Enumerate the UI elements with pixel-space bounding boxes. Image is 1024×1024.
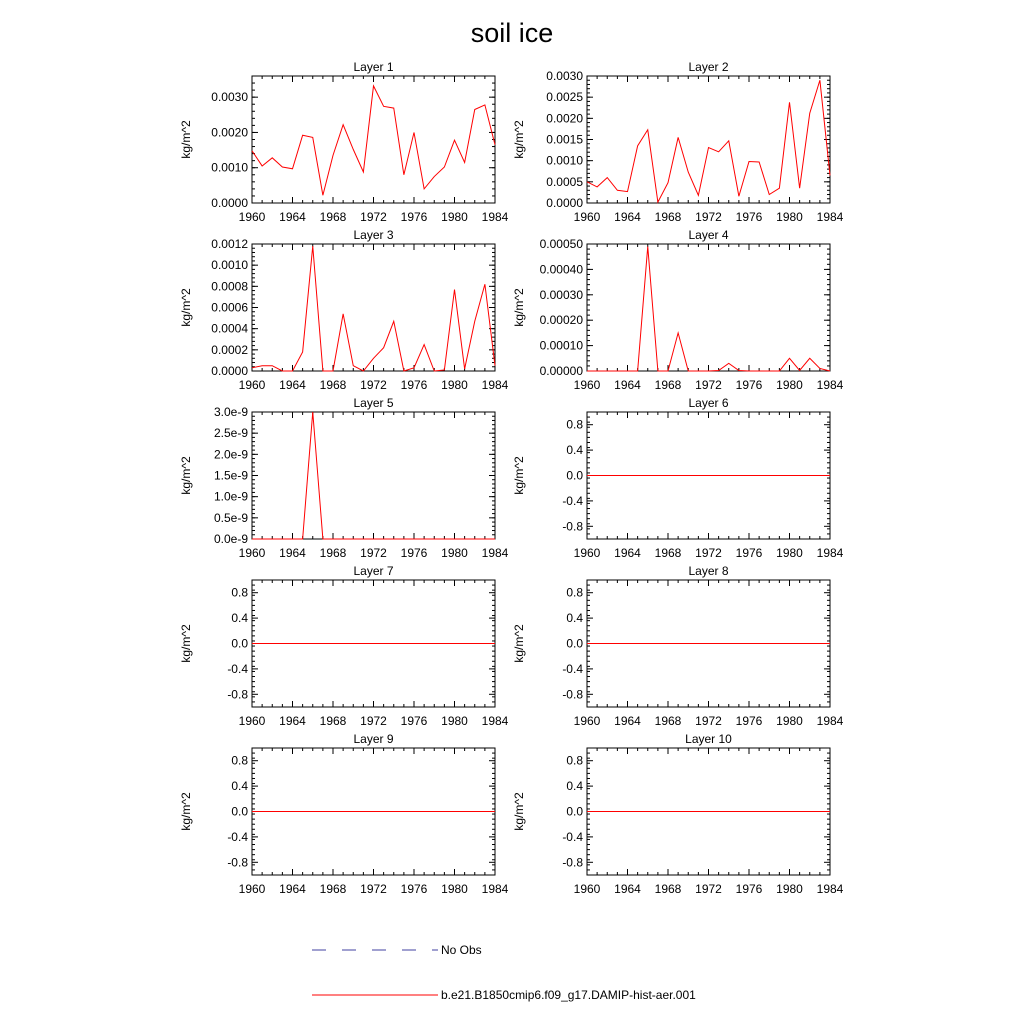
layer-6-ytick-label: 0.8 [566, 417, 583, 432]
layer-7-ylabel: kg/m^2 [179, 624, 193, 663]
layer-9-xtick-label: 1976 [400, 882, 428, 896]
layer-1-title: Layer 1 [353, 60, 394, 74]
layer-7-xtick-label: 1972 [360, 714, 387, 728]
layer-4-title: Layer 4 [688, 228, 729, 242]
layer-6-xtick-label: 1976 [735, 546, 763, 560]
layer-3-frame [252, 244, 495, 371]
layer-10-ytick-label: -0.4 [562, 829, 583, 844]
legend [312, 943, 696, 1002]
layer-6-xtick-label: 1968 [654, 546, 682, 560]
layer-1-ytick-label: 0.0010 [211, 160, 248, 175]
layer-9-ytick-label: 0.0 [231, 804, 248, 819]
layer-7-ytick-label: 0.4 [231, 611, 248, 626]
layer-6-ytick-label: 0.0 [566, 468, 583, 483]
layer-3-ytick-label: 0.0004 [211, 321, 248, 336]
layer-2-xtick-label: 1976 [735, 210, 763, 224]
layer-5-xtick-label: 1972 [360, 546, 387, 560]
layer-2-series-line [587, 80, 830, 202]
layer-10-xtick-label: 1980 [776, 882, 803, 896]
layer-4-xtick-label: 1980 [776, 378, 803, 392]
layer-2-ytick-label: 0.0000 [546, 196, 583, 210]
layer-1-ytick-label: 0.0020 [211, 125, 248, 140]
layer-4-panel [512, 228, 844, 392]
layer-2-xtick-label: 1960 [573, 210, 601, 224]
layer-3-ytick-label: 0.0010 [211, 258, 248, 273]
layer-9-xtick-label: 1964 [279, 882, 306, 896]
layer-4-xtick-label: 1968 [654, 378, 682, 392]
layer-7-ytick-label: -0.4 [227, 661, 248, 676]
layer-10-xtick-label: 1964 [614, 882, 641, 896]
layer-3-xtick-label: 1960 [238, 378, 266, 392]
layer-2-ytick-label: 0.0025 [546, 90, 583, 105]
layer-5-ytick-label: 0.5e-9 [213, 510, 248, 525]
layer-1-frame [252, 76, 495, 203]
layer-3-xtick-label: 1976 [400, 378, 428, 392]
layer-8-title: Layer 8 [688, 564, 729, 578]
layer-4-ytick-label: 0.00000 [539, 364, 583, 378]
layer-10-title: Layer 10 [685, 732, 732, 746]
layer-5-ytick-label: 2.0e-9 [213, 447, 248, 462]
layer-10-xtick-label: 1968 [654, 882, 682, 896]
layer-3-ytick-label: 0.0008 [211, 279, 248, 294]
layer-10-ytick-label: 0.8 [566, 753, 583, 768]
layer-9-xtick-label: 1984 [481, 882, 509, 896]
layer-4-ytick-label: 0.00030 [539, 287, 583, 302]
layer-8-xtick-label: 1980 [776, 714, 803, 728]
layer-2-ytick-label: 0.0005 [546, 174, 583, 189]
layer-1-xtick-label: 1968 [319, 210, 347, 224]
layer-5-xtick-label: 1976 [400, 546, 428, 560]
layer-9-ytick-label: 0.4 [231, 779, 248, 794]
layer-1-xtick-label: 1960 [238, 210, 266, 224]
layer-1-xtick-label: 1976 [400, 210, 428, 224]
layer-2-title: Layer 2 [688, 60, 729, 74]
layer-8-ylabel: kg/m^2 [512, 624, 526, 663]
layer-3-ylabel: kg/m^2 [179, 288, 193, 327]
layer-9-xtick-label: 1972 [360, 882, 387, 896]
layer-3-title: Layer 3 [353, 228, 394, 242]
layer-10-xtick-label: 1972 [695, 882, 722, 896]
layer-10-panel [512, 732, 844, 896]
layer-3-xtick-label: 1968 [319, 378, 347, 392]
layer-5-ytick-label: 0.0e-9 [213, 532, 248, 546]
layer-8-xtick-label: 1968 [654, 714, 682, 728]
layer-7-xtick-label: 1968 [319, 714, 347, 728]
layer-3-panel [179, 228, 509, 392]
layer-3-ytick-label: 0.0002 [211, 342, 248, 357]
layer-6-xtick-label: 1980 [776, 546, 803, 560]
layer-4-ylabel: kg/m^2 [512, 288, 526, 327]
layer-3-xtick-label: 1984 [481, 378, 509, 392]
panel-grid [179, 60, 844, 896]
layer-2-xtick-label: 1980 [776, 210, 803, 224]
layer-2-xtick-label: 1984 [816, 210, 844, 224]
layer-3-ytick-label: 0.0000 [211, 364, 248, 378]
layer-5-title: Layer 5 [353, 396, 394, 410]
layer-9-title: Layer 9 [353, 732, 394, 746]
layer-10-xtick-label: 1976 [735, 882, 763, 896]
layer-5-xtick-label: 1964 [279, 546, 306, 560]
legend-label-model: b.e21.B1850cmip6.f09_g17.DAMIP-hist-aer.001 [441, 988, 696, 1002]
layer-4-ytick-label: 0.00050 [539, 237, 583, 251]
layer-7-xtick-label: 1964 [279, 714, 306, 728]
layer-5-ytick-label: 2.5e-9 [213, 426, 248, 441]
layer-3-xtick-label: 1980 [441, 378, 468, 392]
layer-2-ytick-label: 0.0010 [546, 153, 583, 168]
layer-6-title: Layer 6 [688, 396, 729, 410]
layer-7-ytick-label: 0.8 [231, 585, 248, 600]
layer-1-xtick-label: 1980 [441, 210, 468, 224]
layer-6-xtick-label: 1960 [573, 546, 601, 560]
layer-8-panel [512, 564, 844, 728]
layer-7-ytick-label: 0.0 [231, 636, 248, 651]
layer-10-xtick-label: 1984 [816, 882, 844, 896]
layer-5-panel [179, 396, 509, 560]
layer-7-xtick-label: 1976 [400, 714, 428, 728]
layer-10-ytick-label: 0.0 [566, 804, 583, 819]
layer-2-xtick-label: 1968 [654, 210, 682, 224]
layer-7-panel [179, 564, 509, 728]
layer-8-xtick-label: 1984 [816, 714, 844, 728]
layer-2-panel [512, 60, 844, 224]
layer-5-ytick-label: 3.0e-9 [213, 405, 248, 419]
layer-1-ylabel: kg/m^2 [179, 120, 193, 159]
layer-5-series-line [252, 412, 495, 539]
layer-6-ytick-label: 0.4 [566, 443, 583, 458]
layer-4-xtick-label: 1984 [816, 378, 844, 392]
layer-3-xtick-label: 1964 [279, 378, 306, 392]
layer-8-ytick-label: 0.0 [566, 636, 583, 651]
layer-9-ytick-label: -0.4 [227, 829, 248, 844]
layer-5-xtick-label: 1980 [441, 546, 468, 560]
layer-4-ytick-label: 0.00020 [539, 313, 583, 328]
layer-7-xtick-label: 1984 [481, 714, 509, 728]
layer-6-xtick-label: 1984 [816, 546, 844, 560]
layer-1-xtick-label: 1984 [481, 210, 509, 224]
layer-8-ytick-label: 0.8 [566, 585, 583, 600]
layer-7-title: Layer 7 [353, 564, 394, 578]
legend-label-no-obs: No Obs [441, 943, 482, 957]
layer-5-xtick-label: 1960 [238, 546, 266, 560]
layer-7-ytick-label: -0.8 [227, 687, 248, 702]
layer-3-xtick-label: 1972 [360, 378, 387, 392]
layer-6-ytick-label: -0.4 [562, 493, 583, 508]
layer-6-panel [512, 396, 844, 560]
layer-5-xtick-label: 1968 [319, 546, 347, 560]
layer-5-xtick-label: 1984 [481, 546, 509, 560]
layer-1-ytick-label: 0.0000 [211, 196, 248, 210]
layer-7-xtick-label: 1980 [441, 714, 468, 728]
layer-8-ytick-label: 0.4 [566, 611, 583, 626]
layer-10-ylabel: kg/m^2 [512, 792, 526, 831]
layer-9-xtick-label: 1968 [319, 882, 347, 896]
layer-8-xtick-label: 1960 [573, 714, 601, 728]
layer-4-xtick-label: 1972 [695, 378, 722, 392]
layer-5-ytick-label: 1.5e-9 [213, 468, 248, 483]
layer-9-xtick-label: 1980 [441, 882, 468, 896]
layer-7-xtick-label: 1960 [238, 714, 266, 728]
layer-4-ytick-label: 0.00010 [539, 338, 583, 353]
layer-8-ytick-label: -0.4 [562, 661, 583, 676]
layer-10-ytick-label: -0.8 [562, 855, 583, 870]
layer-9-panel [179, 732, 509, 896]
layer-5-frame [252, 412, 495, 539]
layer-9-xtick-label: 1960 [238, 882, 266, 896]
layer-9-ylabel: kg/m^2 [179, 792, 193, 831]
layer-3-series-line [252, 246, 495, 371]
layer-2-ylabel: kg/m^2 [512, 120, 526, 159]
layer-6-ylabel: kg/m^2 [512, 456, 526, 495]
layer-8-xtick-label: 1976 [735, 714, 763, 728]
layer-2-xtick-label: 1972 [695, 210, 722, 224]
figure-title: soil ice [470, 18, 554, 48]
layer-8-xtick-label: 1972 [695, 714, 722, 728]
layer-1-ytick-label: 0.0030 [211, 90, 248, 105]
layer-5-ytick-label: 1.0e-9 [213, 489, 248, 504]
layer-10-ytick-label: 0.4 [566, 779, 583, 794]
layer-4-xtick-label: 1976 [735, 378, 763, 392]
layer-3-ytick-label: 0.0012 [211, 237, 248, 251]
layer-1-xtick-label: 1964 [279, 210, 306, 224]
layer-8-ytick-label: -0.8 [562, 687, 583, 702]
layer-10-xtick-label: 1960 [573, 882, 601, 896]
layer-2-ytick-label: 0.0030 [546, 69, 583, 83]
layer-9-ytick-label: -0.8 [227, 855, 248, 870]
layer-1-panel [179, 60, 509, 224]
layer-6-ytick-label: -0.8 [562, 519, 583, 534]
layer-1-xtick-label: 1972 [360, 210, 387, 224]
layer-2-xtick-label: 1964 [614, 210, 641, 224]
layer-8-xtick-label: 1964 [614, 714, 641, 728]
layer-1-series-line [252, 86, 495, 195]
layer-2-ytick-label: 0.0020 [546, 111, 583, 126]
layer-2-ytick-label: 0.0015 [546, 132, 583, 147]
layer-3-ytick-label: 0.0006 [211, 300, 248, 315]
layer-4-series-line [587, 247, 830, 371]
layer-4-ytick-label: 0.00040 [539, 262, 583, 277]
layer-4-frame [587, 244, 830, 371]
layer-5-ylabel: kg/m^2 [179, 456, 193, 495]
layer-6-xtick-label: 1964 [614, 546, 641, 560]
layer-4-xtick-label: 1960 [573, 378, 601, 392]
layer-4-xtick-label: 1964 [614, 378, 641, 392]
layer-9-ytick-label: 0.8 [231, 753, 248, 768]
layer-6-xtick-label: 1972 [695, 546, 722, 560]
